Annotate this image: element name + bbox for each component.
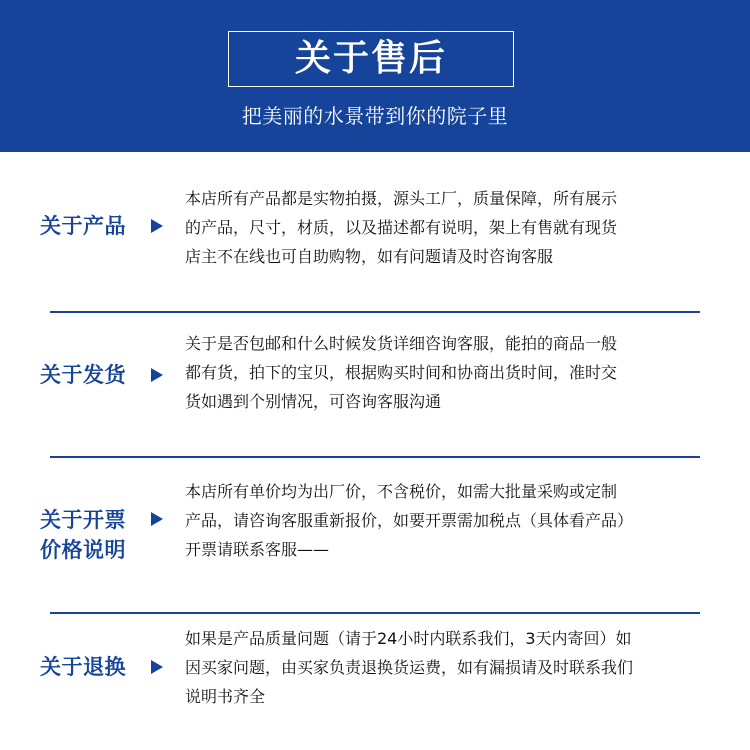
triangle-right-icon [151,660,163,674]
section-label [40,652,126,682]
section-text [185,477,705,564]
section-text-line: 因买家问题，由买家负责退换货运费，如有漏损请及时联系我们 [185,658,634,677]
section-label [40,211,126,241]
section-label [40,505,126,565]
section-divider [50,612,700,614]
section-text-line: 说明书齐全 [185,687,266,706]
section-divider [50,456,700,458]
section-label-line: 价格说明 [40,538,126,562]
page-subtitle: 把美丽的水景带到你的院子里 [241,104,509,128]
section-text [185,329,705,416]
section-text-line: 本店所有产品都是实物拍摄，源头工厂，质量保障，所有展示 [185,189,618,208]
section-label-line: 关于产品 [40,214,126,238]
section-text-line: 的产品，尺寸，材质，以及描述都有说明，架上有售就有现货 [185,218,618,237]
section-label [40,360,126,390]
section-text-line: 店主不在线也可自助购物，如有问题请及时咨询客服 [185,247,554,266]
section-text-line: 产品，请咨询客服重新报价，如要开票需加税点（具体看产品） [185,511,634,530]
section-label-line: 关于退换 [40,655,126,679]
page-title: 关于售后 [294,38,447,79]
section-label-line: 关于开票 [40,508,126,532]
triangle-right-icon [151,368,163,382]
section-label-line: 关于发货 [40,363,126,387]
triangle-right-icon [151,512,163,526]
section-text-line: 开票请联系客服—— [185,540,330,559]
triangle-right-icon [151,219,163,233]
section-text [185,184,705,271]
section-text [185,624,705,711]
section-text-line: 都有货，拍下的宝贝，根据购买时间和协商出货时间，准时交 [185,363,618,382]
header-banner [0,0,750,152]
section-text-line: 如果是产品质量问题（请于24小时内联系我们，3天内寄回）如 [185,629,632,648]
section-text-line: 本店所有单价均为出厂价，不含税价，如需大批量采购或定制 [185,482,618,501]
title-frame [228,31,514,87]
section-text-line: 关于是否包邮和什么时候发货详细咨询客服，能拍的商品一般 [185,334,618,353]
section-divider [50,311,700,313]
section-text-line: 货如遇到个别情况，可咨询客服沟通 [185,392,442,411]
